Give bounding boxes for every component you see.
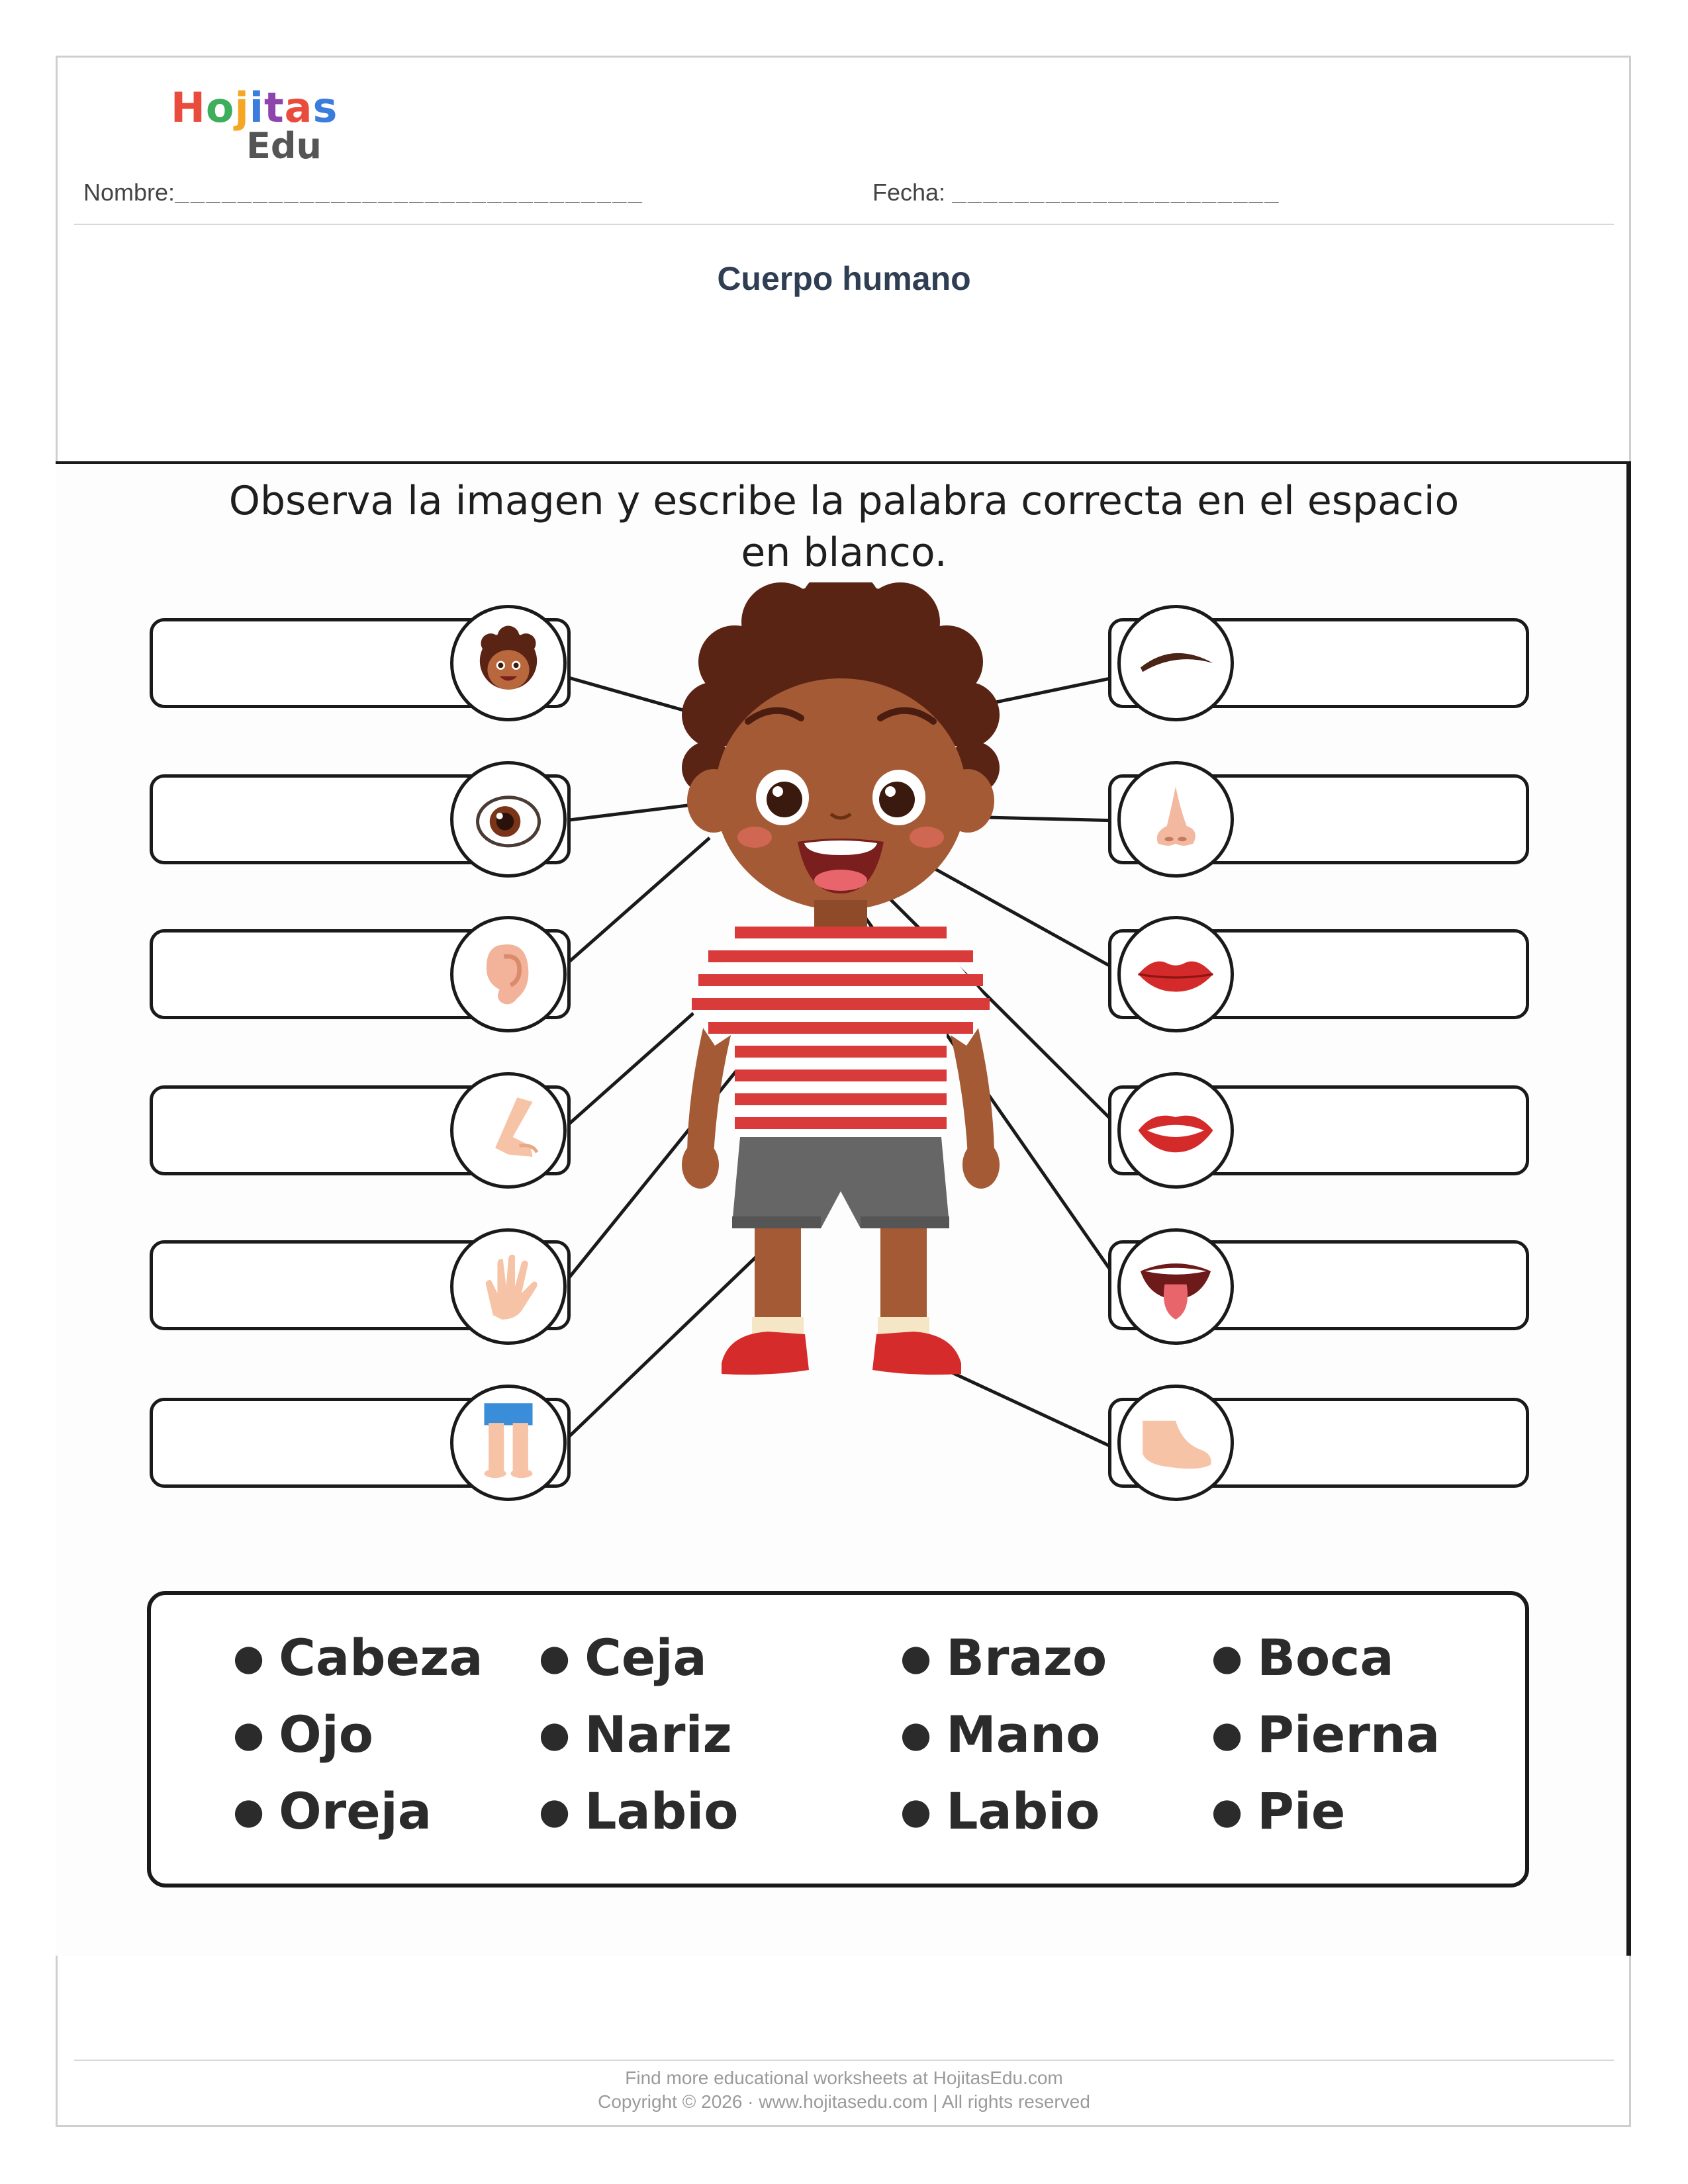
- logo-letter: s: [312, 83, 338, 132]
- word-bank-item: ● Boca: [1211, 1628, 1394, 1687]
- word-bank-item: ● Pierna: [1211, 1705, 1440, 1764]
- logo-letter: i: [249, 83, 265, 132]
- word-bank-item: ● Labio: [900, 1782, 1100, 1841]
- head-icon: [450, 605, 567, 721]
- word-bank-item: ● Mano: [900, 1705, 1101, 1764]
- name-line: ______________________________: [175, 181, 644, 208]
- leg-icon: [450, 1385, 567, 1501]
- word-bank-item: ● Labio: [539, 1782, 739, 1841]
- word-bank-item: ● Ojo: [233, 1705, 373, 1764]
- footer-divider: [74, 2060, 1614, 2061]
- page-title: Cuerpo humano: [717, 260, 971, 297]
- word-bank-item: ● Cabeza: [233, 1628, 483, 1687]
- name-label: Nombre:: [83, 179, 175, 206]
- word-bank-item: ● Nariz: [539, 1705, 732, 1764]
- nose-icon: [1117, 761, 1234, 878]
- mouth-icon: [1117, 1072, 1234, 1189]
- tongue-icon: [1117, 1228, 1234, 1345]
- logo-letter: j: [234, 83, 250, 132]
- word-bank-item: ● Ceja: [539, 1628, 707, 1687]
- hand-icon: [450, 1228, 567, 1345]
- date-label: Fecha:: [872, 179, 946, 206]
- ear-icon: [450, 916, 567, 1032]
- arm-icon: [450, 1072, 567, 1189]
- word-bank-item: ● Pie: [1211, 1782, 1346, 1841]
- instruction-text: Observa la imagen y escribe la palabra correcta en el espacio en blanco.: [228, 478, 1460, 576]
- lips-icon: [1117, 916, 1234, 1032]
- date-line: _____________________: [952, 181, 1280, 208]
- footer-line-1: Find more educational worksheets at HojitasEdu.com: [625, 2068, 1063, 2088]
- footer-line-2: Copyright © 2026 · www.hojitasedu.com | All rights reserved: [598, 2091, 1090, 2112]
- eye-icon: [450, 761, 567, 878]
- boy-illustration: [635, 582, 1046, 1406]
- word-bank-item: ● Brazo: [900, 1628, 1107, 1687]
- logo-letter: t: [264, 83, 285, 132]
- logo-letter: H: [171, 83, 206, 132]
- word-bank-item: ● Oreja: [233, 1782, 432, 1841]
- logo-letter: o: [205, 83, 235, 132]
- logo-text-bottom: Edu: [246, 125, 322, 167]
- logo-letter: a: [284, 83, 313, 132]
- eyebrow-icon: [1117, 605, 1234, 721]
- foot-icon: [1117, 1385, 1234, 1501]
